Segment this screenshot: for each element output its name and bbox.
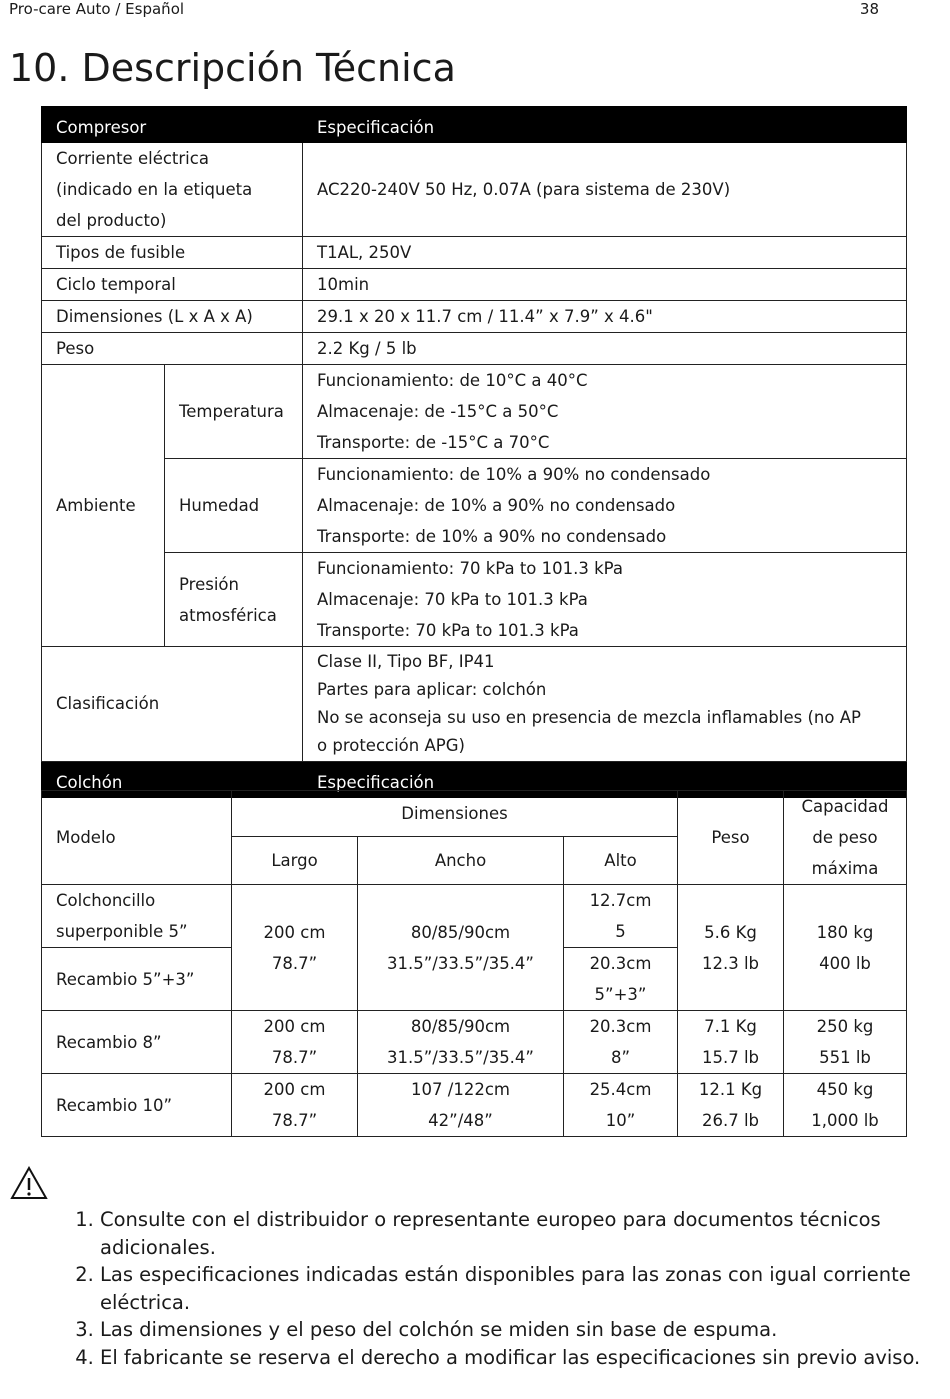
model-cell: Recambio 10” xyxy=(42,1074,232,1137)
height-cell: 20.3cm 5”+3” xyxy=(564,948,678,1011)
compressor-spec-table xyxy=(41,106,907,798)
fuse-label: Tipos de fusible xyxy=(42,237,303,269)
cycle-value: 10min xyxy=(303,269,907,301)
capacity-header: Capacidad de peso máxima xyxy=(784,791,907,885)
page-header xyxy=(9,0,879,20)
mattress-spec-col-header: Especificación xyxy=(303,762,907,798)
weight-header: Peso xyxy=(678,791,784,885)
dimensions-value: 29.1 x 20 x 11.7 cm / 11.4” x 7.9” x 4.6" xyxy=(303,301,907,333)
weight-cell: 7.1 Kg 15.7 lb xyxy=(678,1011,784,1074)
table-row xyxy=(42,553,907,647)
list-item: 2. Las especificaciones indicadas están disponibles para las zonas con igual corriente eléctrica. xyxy=(100,1261,950,1316)
spec-col-header: Especificación xyxy=(303,107,907,143)
page-number: 38 xyxy=(859,0,879,18)
length-header: Largo xyxy=(232,837,358,885)
cycle-label: Ciclo temporal xyxy=(42,269,303,301)
table-row xyxy=(42,143,907,237)
current-label: Corriente eléctrica (indicado en la etiqueta del producto) xyxy=(42,143,303,237)
weight-cell: 5.6 Kg 12.3 lb xyxy=(678,885,784,1011)
width-header: Ancho xyxy=(358,837,564,885)
table-row xyxy=(42,885,907,948)
mattress-spec-table xyxy=(41,790,907,1137)
model-cell: Colchoncillo superponible 5” xyxy=(42,885,232,948)
mattress-header-row-1 xyxy=(42,791,907,837)
weight-label: Peso xyxy=(42,333,303,365)
table-row xyxy=(42,1074,907,1137)
environment-label: Ambiente xyxy=(42,365,165,647)
height-cell: 12.7cm 5 xyxy=(564,885,678,948)
list-item: 3. Las dimensiones y el peso del colchón se miden sin base de espuma. xyxy=(100,1316,950,1344)
temperature-values: Funcionamiento: de 10°C a 40°C Almacenaje: de -15°C a 50°C Transporte: de -15°C a 70°C xyxy=(303,365,907,459)
section-title: 10. Descripción Técnica xyxy=(9,46,456,90)
compressor-col-header: Compresor xyxy=(42,107,303,143)
list-item: 1. Consulte con el distribuidor o representante europeo para documentos técnicos adicionales. xyxy=(100,1206,950,1261)
pressure-label: Presión atmosférica xyxy=(165,553,303,647)
fuse-value: T1AL, 250V xyxy=(303,237,907,269)
weight-value: 2.2 Kg / 5 lb xyxy=(303,333,907,365)
table-row xyxy=(42,333,907,365)
temperature-label: Temperatura xyxy=(165,365,303,459)
capacity-cell: 180 kg 400 lb xyxy=(784,885,907,1011)
list-item: 4. El fabricante se reserva el derecho a modificar las especificaciones sin previo aviso. xyxy=(100,1344,950,1372)
width-cell: 80/85/90cm 31.5”/33.5”/35.4” xyxy=(358,885,564,1011)
dimensions-header: Dimensiones xyxy=(232,791,678,837)
notes-list xyxy=(70,1206,950,1371)
length-cell: 200 cm 78.7” xyxy=(232,1011,358,1074)
humidity-label: Humedad xyxy=(165,459,303,553)
table-row xyxy=(42,1011,907,1074)
table-row xyxy=(42,365,907,459)
table-row xyxy=(42,269,907,301)
classification-label: Clasificación xyxy=(42,647,303,762)
model-header: Modelo xyxy=(42,791,232,885)
capacity-cell: 250 kg 551 lb xyxy=(784,1011,907,1074)
height-cell: 20.3cm 8” xyxy=(564,1011,678,1074)
model-cell: Recambio 8” xyxy=(42,1011,232,1074)
compressor-header-row xyxy=(42,107,907,143)
warning-triangle-icon xyxy=(10,1166,48,1200)
width-cell: 80/85/90cm 31.5”/33.5”/35.4” xyxy=(358,1011,564,1074)
length-cell: 200 cm 78.7” xyxy=(232,1074,358,1137)
model-cell: Recambio 5”+3” xyxy=(42,948,232,1011)
table-row xyxy=(42,237,907,269)
table-row xyxy=(42,647,907,762)
mattress-col-header: Colchón xyxy=(42,762,303,798)
width-cell: 107 /122cm 42”/48” xyxy=(358,1074,564,1137)
height-header: Alto xyxy=(564,837,678,885)
humidity-values: Funcionamiento: de 10% a 90% no condensado Almacenaje: de 10% a 90% no condensado Transporte: de 10% a 90% no condensado xyxy=(303,459,907,553)
capacity-cell: 450 kg 1,000 lb xyxy=(784,1074,907,1137)
pressure-values: Funcionamiento: 70 kPa to 101.3 kPa Almacenaje: 70 kPa to 101.3 kPa Transporte: 70 kPa to 101.3 kPa xyxy=(303,553,907,647)
table-row xyxy=(42,301,907,333)
classification-values: Clase II, Tipo BF, IP41 Partes para aplicar: colchón No se aconseja su uso en presencia de mezcla inflamables (no AP o protección APG) xyxy=(303,647,907,762)
height-cell: 25.4cm 10” xyxy=(564,1074,678,1137)
table-row xyxy=(42,459,907,553)
dimensions-label: Dimensiones (L x A x A) xyxy=(42,301,303,333)
length-cell: 200 cm 78.7” xyxy=(232,885,358,1011)
header-product: Pro-care Auto / Español xyxy=(9,0,185,18)
current-value: AC220-240V 50 Hz, 0.07A (para sistema de 230V) xyxy=(303,143,907,237)
weight-cell: 12.1 Kg 26.7 lb xyxy=(678,1074,784,1137)
